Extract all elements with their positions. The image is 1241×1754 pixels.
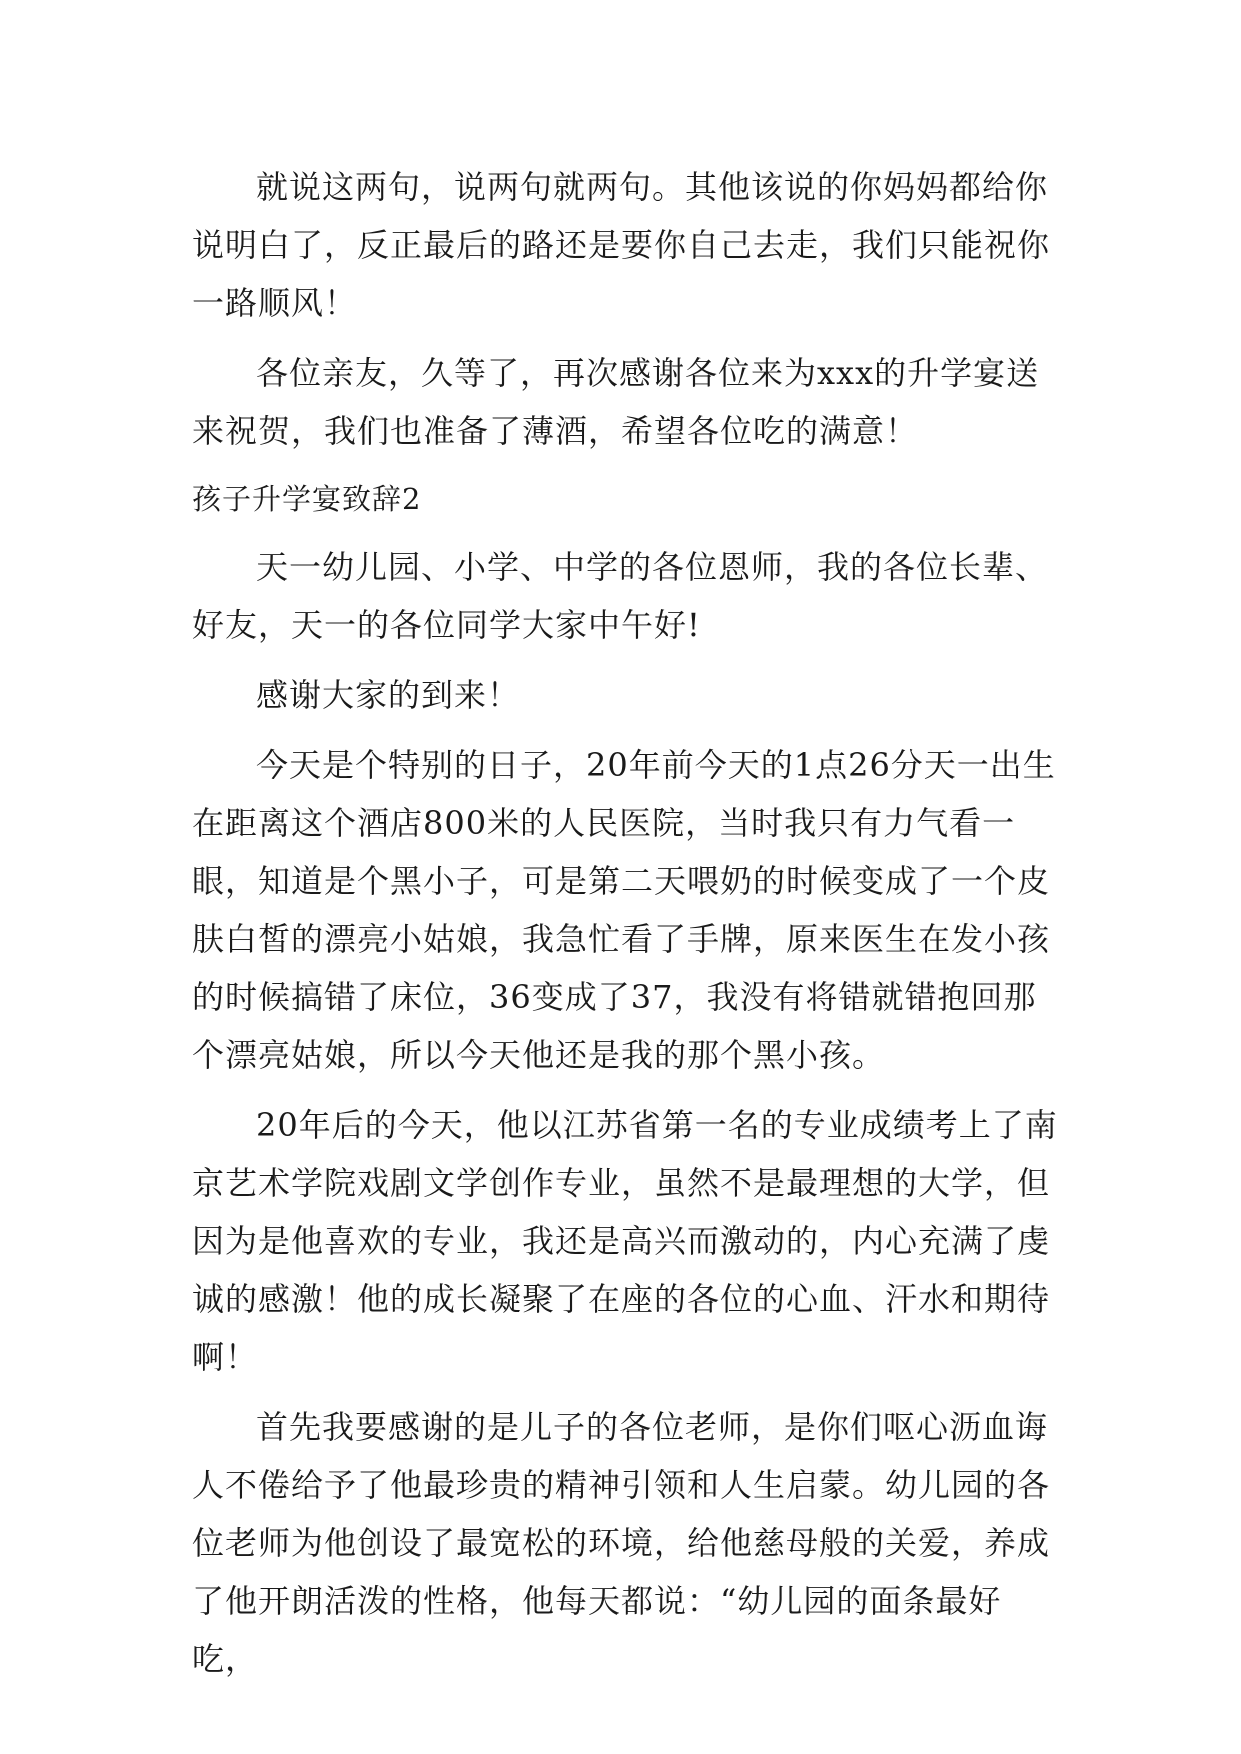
paragraph-gap <box>192 460 1062 472</box>
paragraph: 首先我要感谢的是儿子的各位老师，是你们呕心沥血诲人不倦给予了他最珍贵的精神引领和人生启蒙。幼儿园的各位老师为他创设了最宽松的环境，给他慈母般的关爱，养成了他开朗活泼的性格，他每天都说：“幼儿园的面条最好吃， <box>192 1408 1051 1678</box>
paragraph: 各位亲友，久等了，再次感谢各位来为xxx的升学宴送来祝贺，我们也准备了薄酒，希望各位吃的满意！ <box>192 354 1040 450</box>
paragraph-gap <box>192 332 1062 344</box>
paragraph-gap <box>192 526 1062 538</box>
paragraph: 天一幼儿园、小学、中学的各位恩师，我的各位长辈、好友，天一的各位同学大家中午好! <box>192 548 1049 644</box>
paragraph: 感谢大家的到来！ <box>256 676 521 714</box>
paragraph: 今天是个特别的日子，20年前今天的1点26分天一出生在距离这个酒店800米的人民医院，当时我只有力气看一眼，知道是个黑小子，可是第二天喂奶的时候变成了一个皮肤白皙的漂亮小姑娘，我急忙看了手牌，原来医生在发小孩的时候搞错了床位，36变成了37，我没有将错就错抱回那个漂亮姑娘，所以今天他还是我的那个黑小孩。 <box>192 746 1056 1074</box>
section-title: 孩子升学宴致辞2 <box>192 482 422 516</box>
paragraph-gap <box>192 1084 1062 1096</box>
paragraph-gap <box>192 1386 1062 1398</box>
paragraph: 就说这两句，说两句就两句。其他该说的你妈妈都给你说明白了，反正最后的路还是要你自己去走，我们只能祝你一路顺风！ <box>192 168 1051 322</box>
paragraph: 20年后的今天，他以江苏省第一名的专业成绩考上了南京艺术学院戏剧文学创作专业，虽然不是最理想的大学，但因为是他喜欢的专业，我还是高兴而激动的，内心充满了虔诚的感激！他的成长凝聚了在座的各位的心血、汗水和期待啊！ <box>192 1106 1058 1376</box>
paragraph-gap <box>192 724 1062 736</box>
paragraph-gap <box>192 654 1062 666</box>
document-body <box>192 158 1062 1688</box>
